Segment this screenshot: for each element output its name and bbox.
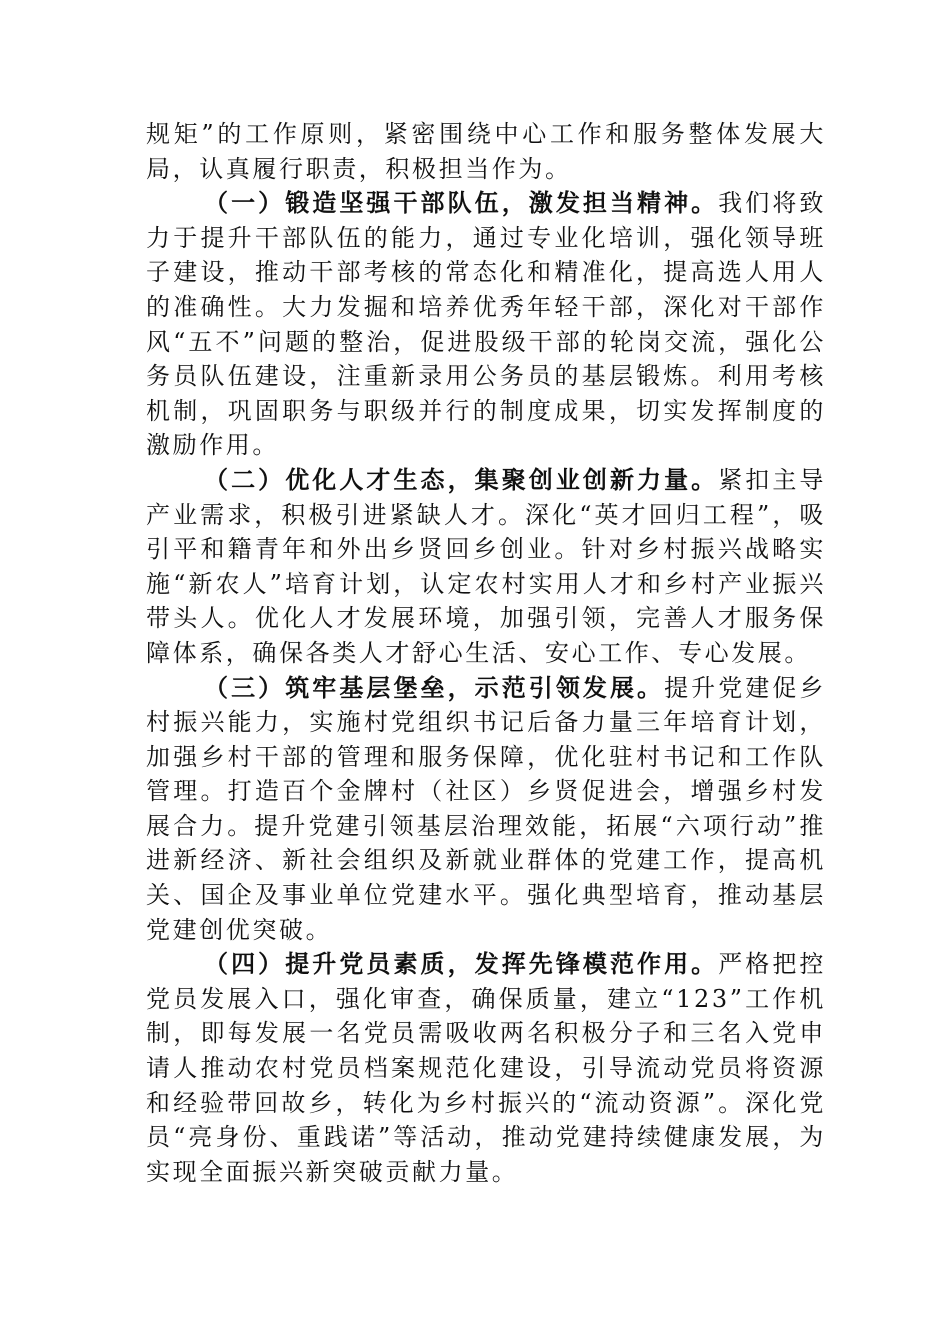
section-text-3: 提升党建促乡村振兴能力，实施村党组织书记后备力量三年培育计划，加强乡村干部的管理和服务保障，优化驻村书记和工作队管理。打造百个金牌村（社区）乡贤促进会，增强乡村发展合力。提升党建引领基层治理效能，拓展“六项行动”推进新经济、新社会组织及新就业群体的党建工作，提高机关、国企及事业单位党建水平。强化典型培育，推动基层党建创优突破。 <box>146 673 826 944</box>
document-body <box>146 117 826 1189</box>
section-paragraph-4 <box>146 947 826 1189</box>
section-heading-2: （二）优化人才生态，集聚创业创新力量。 <box>204 464 719 494</box>
section-paragraph-3 <box>146 671 826 948</box>
section-text-4: 严格把控党员发展入口，强化审查，确保质量，建立“123”工作机制，即每发展一名党员需吸收两名积极分子和三名入党申请人推动农村党员档案规范化建设，引导流动党员将资源和经验带回故乡，转化为乡村振兴的“流动资源”。深化党员“亮身份、重践诺”等活动，推动党建持续健康发展，为实现全面振兴新突破贡献力量。 <box>146 950 826 1186</box>
section-text-1: 我们将致力于提升干部队伍的能力，通过专业化培训，强化领导班子建设，推动干部考核的常态化和精准化，提高选人用人的准确性。大力发掘和培养优秀年轻干部，深化对干部作风“五不”问题的整治，促进股级干部的轮岗交流，强化公务员队伍建设，注重新录用公务员的基层锻炼。利用考核机制，巩固职务与职级并行的制度成果，切实发挥制度的激励作用。 <box>146 189 826 460</box>
section-paragraph-1 <box>146 186 826 463</box>
section-heading-1: （一）锻造坚强干部队伍，激发担当精神。 <box>204 188 719 218</box>
section-text-2: 紧扣主导产业需求，积极引进紧缺人才。深化“英才回归工程”，吸引平和籍青年和外出乡贤回乡创业。针对乡村振兴战略实施“新农人”培育计划，认定农村实用人才和乡村产业振兴带头人。优化人才发展环境，加强引领，完善人才服务保障体系，确保各类人才舒心生活、安心工作、专心发展。 <box>146 465 826 667</box>
intro-paragraph: 规矩”的工作原则，紧密围绕中心工作和服务整体发展大局，认真履行职责，积极担当作为。 <box>146 120 826 183</box>
section-heading-4: （四）提升党员素质，发挥先锋模范作用。 <box>204 949 719 979</box>
section-heading-3: （三）筑牢基层堡垒，示范引领发展。 <box>204 672 665 702</box>
section-paragraph-2 <box>146 463 826 671</box>
